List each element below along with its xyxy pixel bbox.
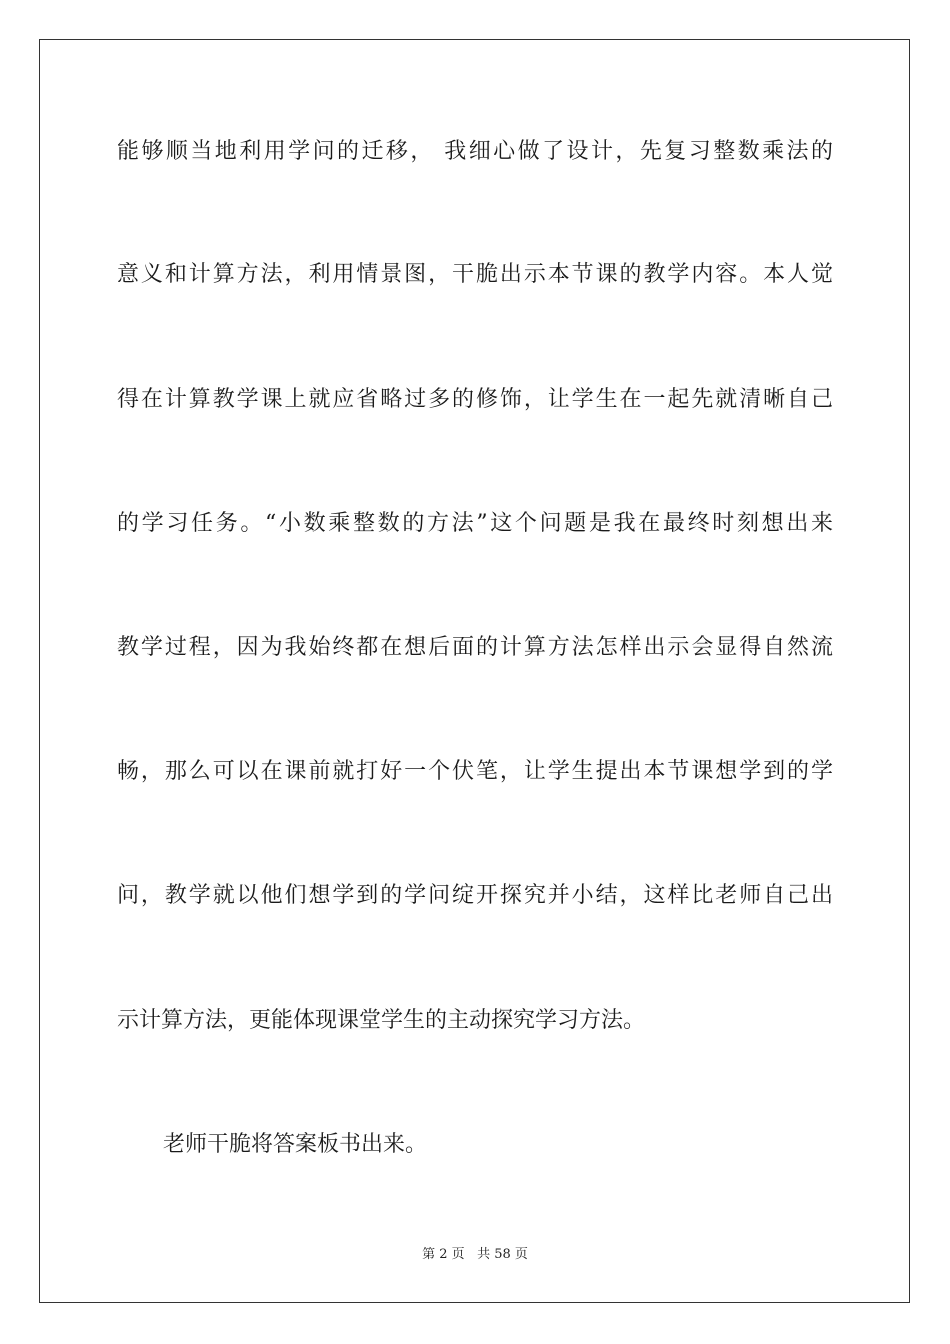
paragraph-line: 的学习任务。“小数乘整数的方法”这个问题是我在最终时刻想出来	[117, 511, 833, 536]
page-border	[39, 39, 910, 1303]
paragraph-line: 教学过程，因为我始终都在想后面的计算方法怎样出示会显得自然流	[117, 635, 833, 660]
page-footer	[0, 1247, 950, 1263]
paragraph-line: 问，教学就以他们想学到的学问绽开探究并小结，这样比老师自己出	[117, 883, 833, 908]
paragraph-line: 能够顺当地利用学问的迁移， 我细心做了设计，先复习整数乘法的	[117, 139, 833, 164]
paragraph-line: 得在计算教学课上就应省略过多的修饰，让学生在一起先就清晰自己	[117, 387, 833, 412]
page-number: 第 2 页	[422, 1247, 465, 1262]
paragraph-line: 示计算方法，更能体现课堂学生的主动探究学习方法。	[117, 1008, 646, 1033]
paragraph-line: 畅，那么可以在课前就打好一个伏笔，让学生提出本节课想学到的学	[117, 759, 833, 784]
paragraph-line: 意义和计算方法，利用情景图，干脆出示本节课的教学内容。本人觉	[117, 262, 833, 287]
paragraph-line: 老师干脆将答案板书出来。	[163, 1132, 428, 1157]
page-total: 共 58 页	[477, 1247, 528, 1262]
